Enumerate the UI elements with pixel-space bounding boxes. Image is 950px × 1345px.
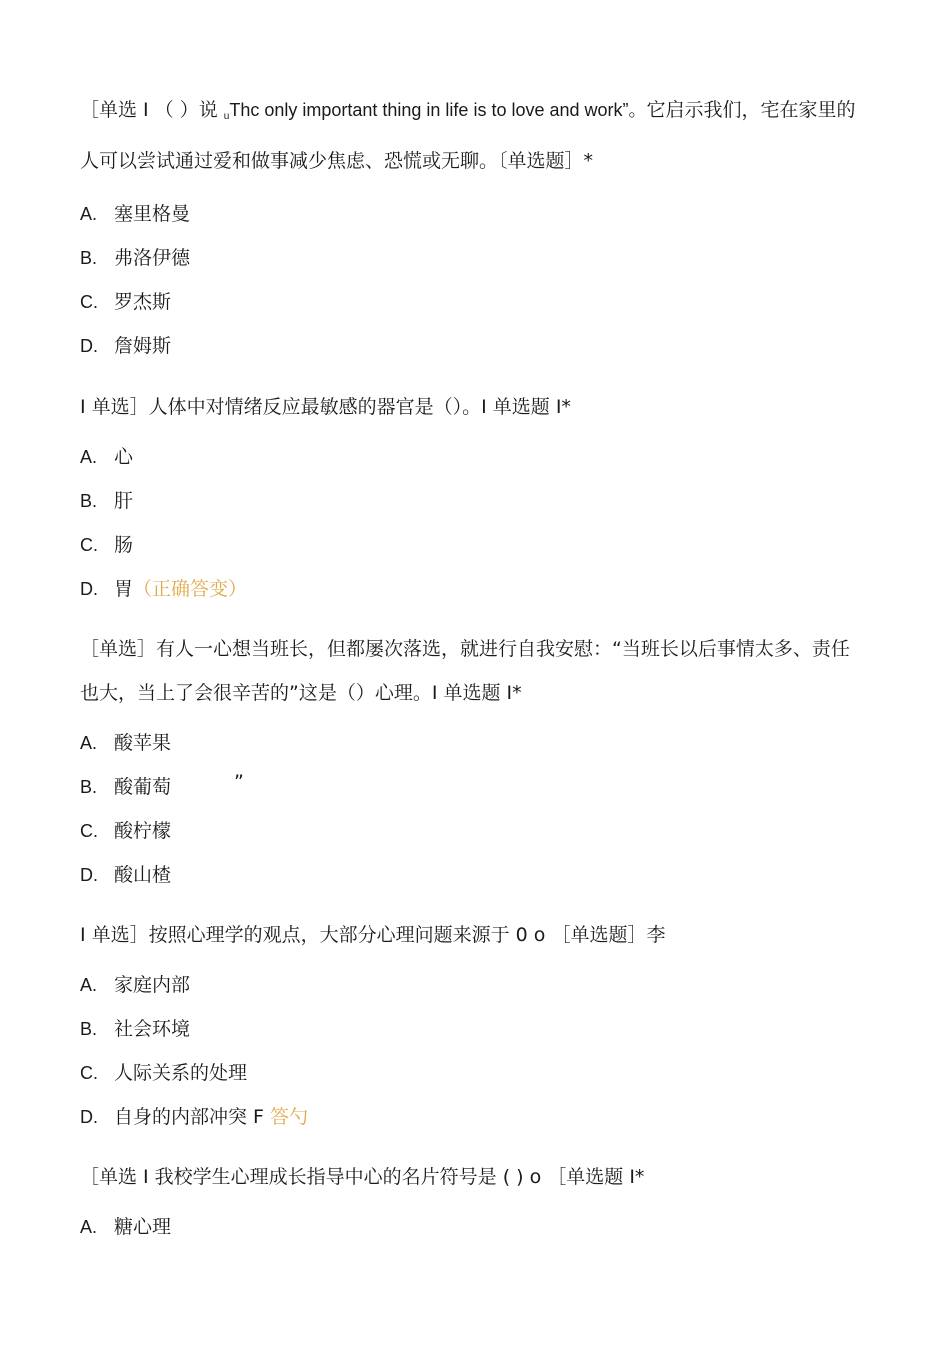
option-letter: C.	[80, 821, 98, 841]
option-letter: D.	[80, 336, 98, 356]
option-letter: D.	[80, 865, 98, 885]
option-letter: A.	[80, 975, 98, 995]
q2-option-a[interactable]	[80, 443, 860, 471]
question-2-stem: I 单选］人体中对情绪反应最敏感的器官是（）。I 单选题 I*	[80, 396, 571, 418]
q1-stem-quote-open: u	[223, 111, 230, 122]
option-letter: D.	[80, 579, 98, 599]
correct-answer-mark: （正确答变）	[133, 578, 248, 600]
option-text: 酸山楂	[114, 864, 172, 886]
option-letter: C.	[80, 292, 98, 312]
option-text: 社会环境	[114, 1018, 191, 1040]
option-letter: B.	[80, 248, 98, 268]
q3-option-c[interactable]	[80, 817, 860, 845]
q4-option-d[interactable]	[80, 1103, 860, 1131]
q4-option-c[interactable]	[80, 1059, 860, 1087]
option-text: 肝	[114, 490, 134, 512]
option-text: 人际关系的处理	[114, 1062, 248, 1084]
option-text: 塞里格曼	[114, 203, 191, 225]
q2-option-b[interactable]	[80, 487, 860, 515]
option-letter: A.	[80, 1217, 98, 1237]
option-text: 肠	[114, 534, 134, 556]
option-text: 酸苹果	[114, 732, 172, 754]
q1-stem-prefix: ［单选 I （ ）说	[80, 99, 224, 121]
option-text: 弗洛伊德	[114, 247, 191, 269]
option-text: 酸柠檬	[114, 820, 172, 842]
q3-option-a[interactable]	[80, 729, 860, 757]
option-text: 心	[114, 446, 134, 468]
question-5-stem: ［单选 I 我校学生心理成长指导中心的名片符号是 ( ) o ［单选题 I*	[80, 1166, 645, 1188]
stray-quote-mark: ”	[234, 771, 244, 793]
option-letter: A.	[80, 733, 98, 753]
option-letter: A.	[80, 447, 98, 467]
option-letter: B.	[80, 491, 98, 511]
option-text: 家庭内部	[114, 974, 191, 996]
q5-option-a[interactable]	[80, 1213, 860, 1241]
q1-option-c[interactable]	[80, 288, 860, 316]
q2-option-d[interactable]	[80, 575, 860, 603]
option-text: 酸葡萄	[114, 776, 172, 798]
q3-option-b[interactable]	[80, 773, 860, 801]
option-text: 詹姆斯	[114, 335, 172, 357]
option-letter: B.	[80, 1019, 98, 1039]
question-3-stem: ［单选］有人一心想当班长，但都屡次落选，就进行自我安慰：“当班长以后事情太多、责任也大，当上了会很辛苦的”这是（）心理。I 单选题 I*	[80, 638, 850, 704]
correct-answer-mark: 答勺	[263, 1106, 309, 1128]
q1-stem-suffix: 它启示我们，宅在家里的人可以尝试通过爱和做事减少焦虑、恐慌或无聊。〔单选题］*	[80, 99, 856, 172]
question-4-stem: I 单选］按照心理学的观点，大部分心理问题来源于 0 o ［单选题］李	[80, 924, 666, 946]
option-letter: D.	[80, 1107, 98, 1127]
option-letter: C.	[80, 535, 98, 555]
option-text: 糖心理	[114, 1216, 172, 1238]
option-letter: B.	[80, 777, 98, 797]
q1-stem-english: Thc only important thing in life is to love and work”。	[229, 100, 647, 120]
option-text: 罗杰斯	[114, 291, 172, 313]
q1-option-a[interactable]	[80, 200, 860, 228]
q3-option-d[interactable]	[80, 861, 860, 889]
option-text: 胃	[114, 578, 134, 600]
option-text: 自身的内部冲突 F	[114, 1106, 264, 1128]
option-letter: C.	[80, 1063, 98, 1083]
q1-option-b[interactable]	[80, 244, 860, 272]
q4-option-b[interactable]	[80, 1015, 860, 1043]
q4-option-a[interactable]	[80, 971, 860, 999]
q1-option-d[interactable]	[80, 332, 860, 360]
question-1-stem	[80, 88, 860, 183]
q2-option-c[interactable]	[80, 531, 860, 559]
option-letter: A.	[80, 204, 98, 224]
